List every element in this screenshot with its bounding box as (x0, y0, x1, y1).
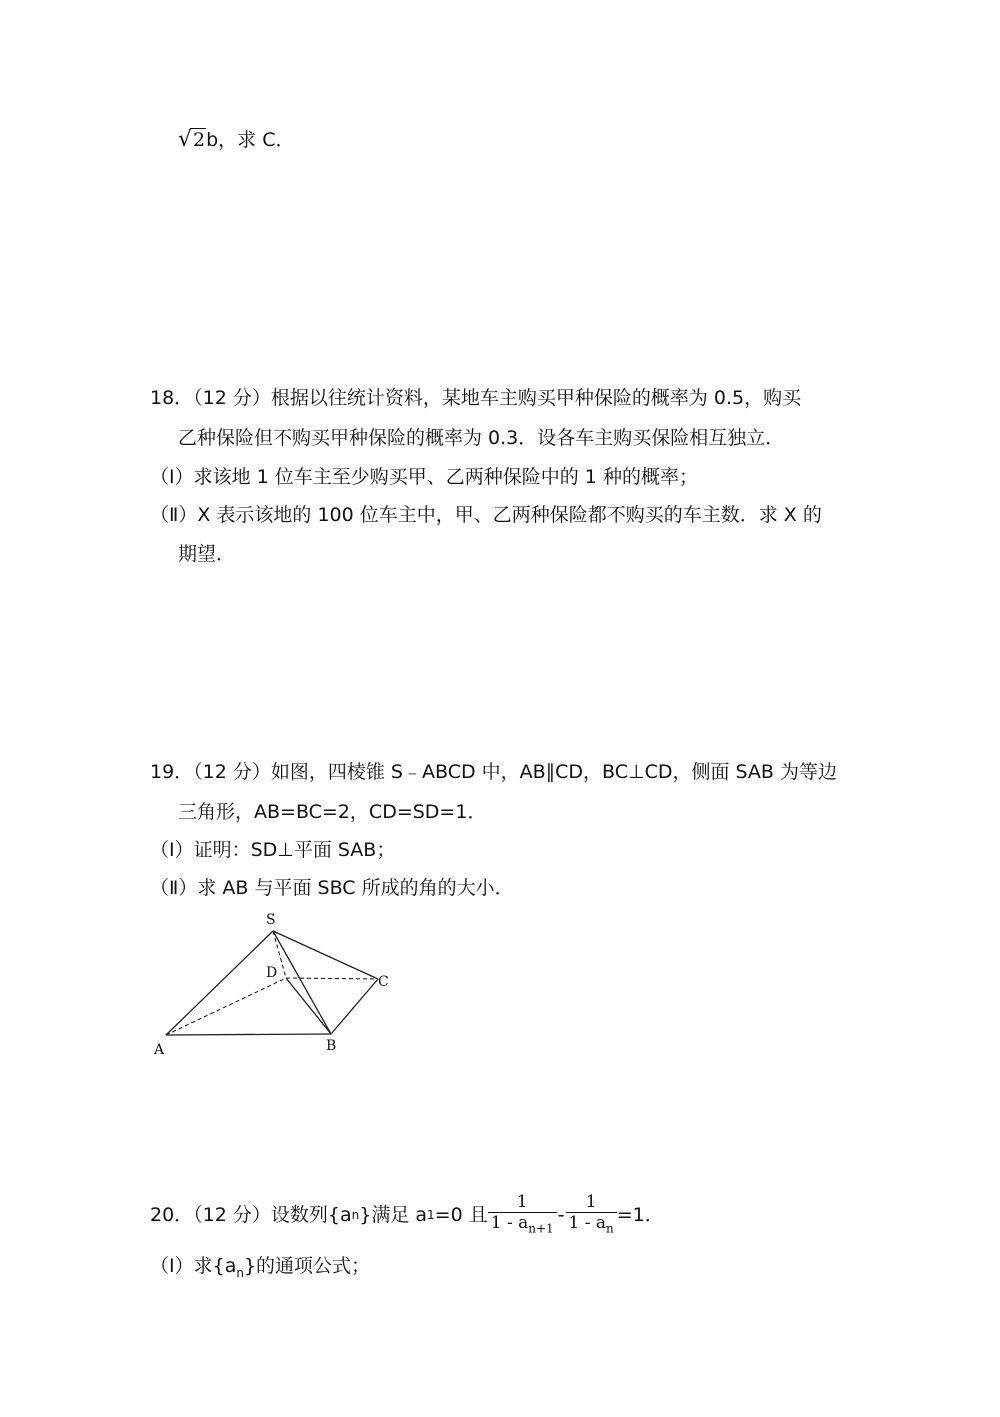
q18-header: 18．（12 分）根据以往统计资料，某地车主购买甲种保险的概率为 0.5，购买 (150, 387, 802, 409)
q20-header (150, 1192, 664, 1238)
q19-part1: （Ⅰ）证明：SD⊥平面 SAB； (150, 839, 396, 861)
q20-prefix: 20．（12 分）设数列{a (150, 1204, 352, 1227)
label-A: A (154, 1042, 165, 1058)
sqrt-expression: √2 (178, 127, 206, 152)
label-C: C (378, 974, 389, 990)
q19-part2: （Ⅱ）求 AB 与平面 SBC 所成的角的大小． (150, 877, 514, 899)
label-B: B (326, 1038, 337, 1054)
edge-SC (273, 931, 378, 979)
label-S: S (266, 912, 276, 928)
q18-line2: 乙种保险但不购买甲种保险的概率为 0.3．设各车主购买保险相互独立． (178, 427, 785, 449)
edge-AD (166, 978, 286, 1035)
q20-part1-a: （Ⅰ）求{a (150, 1255, 237, 1277)
q18-part1: （Ⅰ）求该地 1 位车主至少购买甲、乙两种保险中的 1 种的概率； (150, 466, 698, 488)
fraction-2-numerator: 1 (585, 1192, 597, 1212)
q20-part1-sub-n: n (236, 1265, 244, 1280)
q19-header: 19．（12 分）如图，四棱锥 S﹣ABCD 中，AB∥CD，BC⊥CD，侧面 SAB 为等边 (150, 761, 837, 783)
fraction-2-den-sub: n (606, 1221, 614, 1236)
q20-part1 (150, 1254, 370, 1285)
fraction-2 (566, 1192, 617, 1238)
q19-line2: 三角形，AB=BC=2，CD=SD=1． (178, 801, 487, 823)
q18-part2: （Ⅱ）X 表示该地的 100 位车主中，甲、乙两种保险都不购买的车主数．求 X 的 (150, 504, 822, 526)
fraction-1 (488, 1192, 557, 1238)
q20-eq0: =0 且 (434, 1204, 488, 1227)
q20-tail: =1． (616, 1204, 664, 1227)
q20-minus: - (557, 1204, 565, 1227)
q17-tail (178, 128, 295, 152)
edge-AB (166, 1034, 331, 1035)
edge-BC (331, 979, 378, 1034)
edge-SA (166, 931, 273, 1035)
fraction-2-denominator (566, 1212, 617, 1238)
fraction-1-den-sub: n+1 (528, 1221, 554, 1236)
q20-sub-1: 1 (427, 1208, 435, 1223)
fraction-2-den-text: 1 - a (568, 1213, 607, 1233)
q18-part2-cont: 期望． (178, 543, 236, 565)
fraction-1-numerator: 1 (516, 1192, 528, 1212)
q20-part1-b: }的通项公式； (243, 1255, 371, 1277)
q20-sub-n: n (351, 1208, 360, 1223)
label-D: D (266, 965, 278, 981)
q17-tail-text: b，求 C． (206, 129, 295, 151)
edge-DB (286, 978, 331, 1034)
q20-mid: }满足 a (359, 1204, 428, 1227)
edge-SB (273, 931, 331, 1034)
fraction-1-denominator (488, 1212, 557, 1238)
fraction-1-den-text: 1 - a (490, 1213, 529, 1233)
pyramid-figure (150, 910, 410, 1060)
